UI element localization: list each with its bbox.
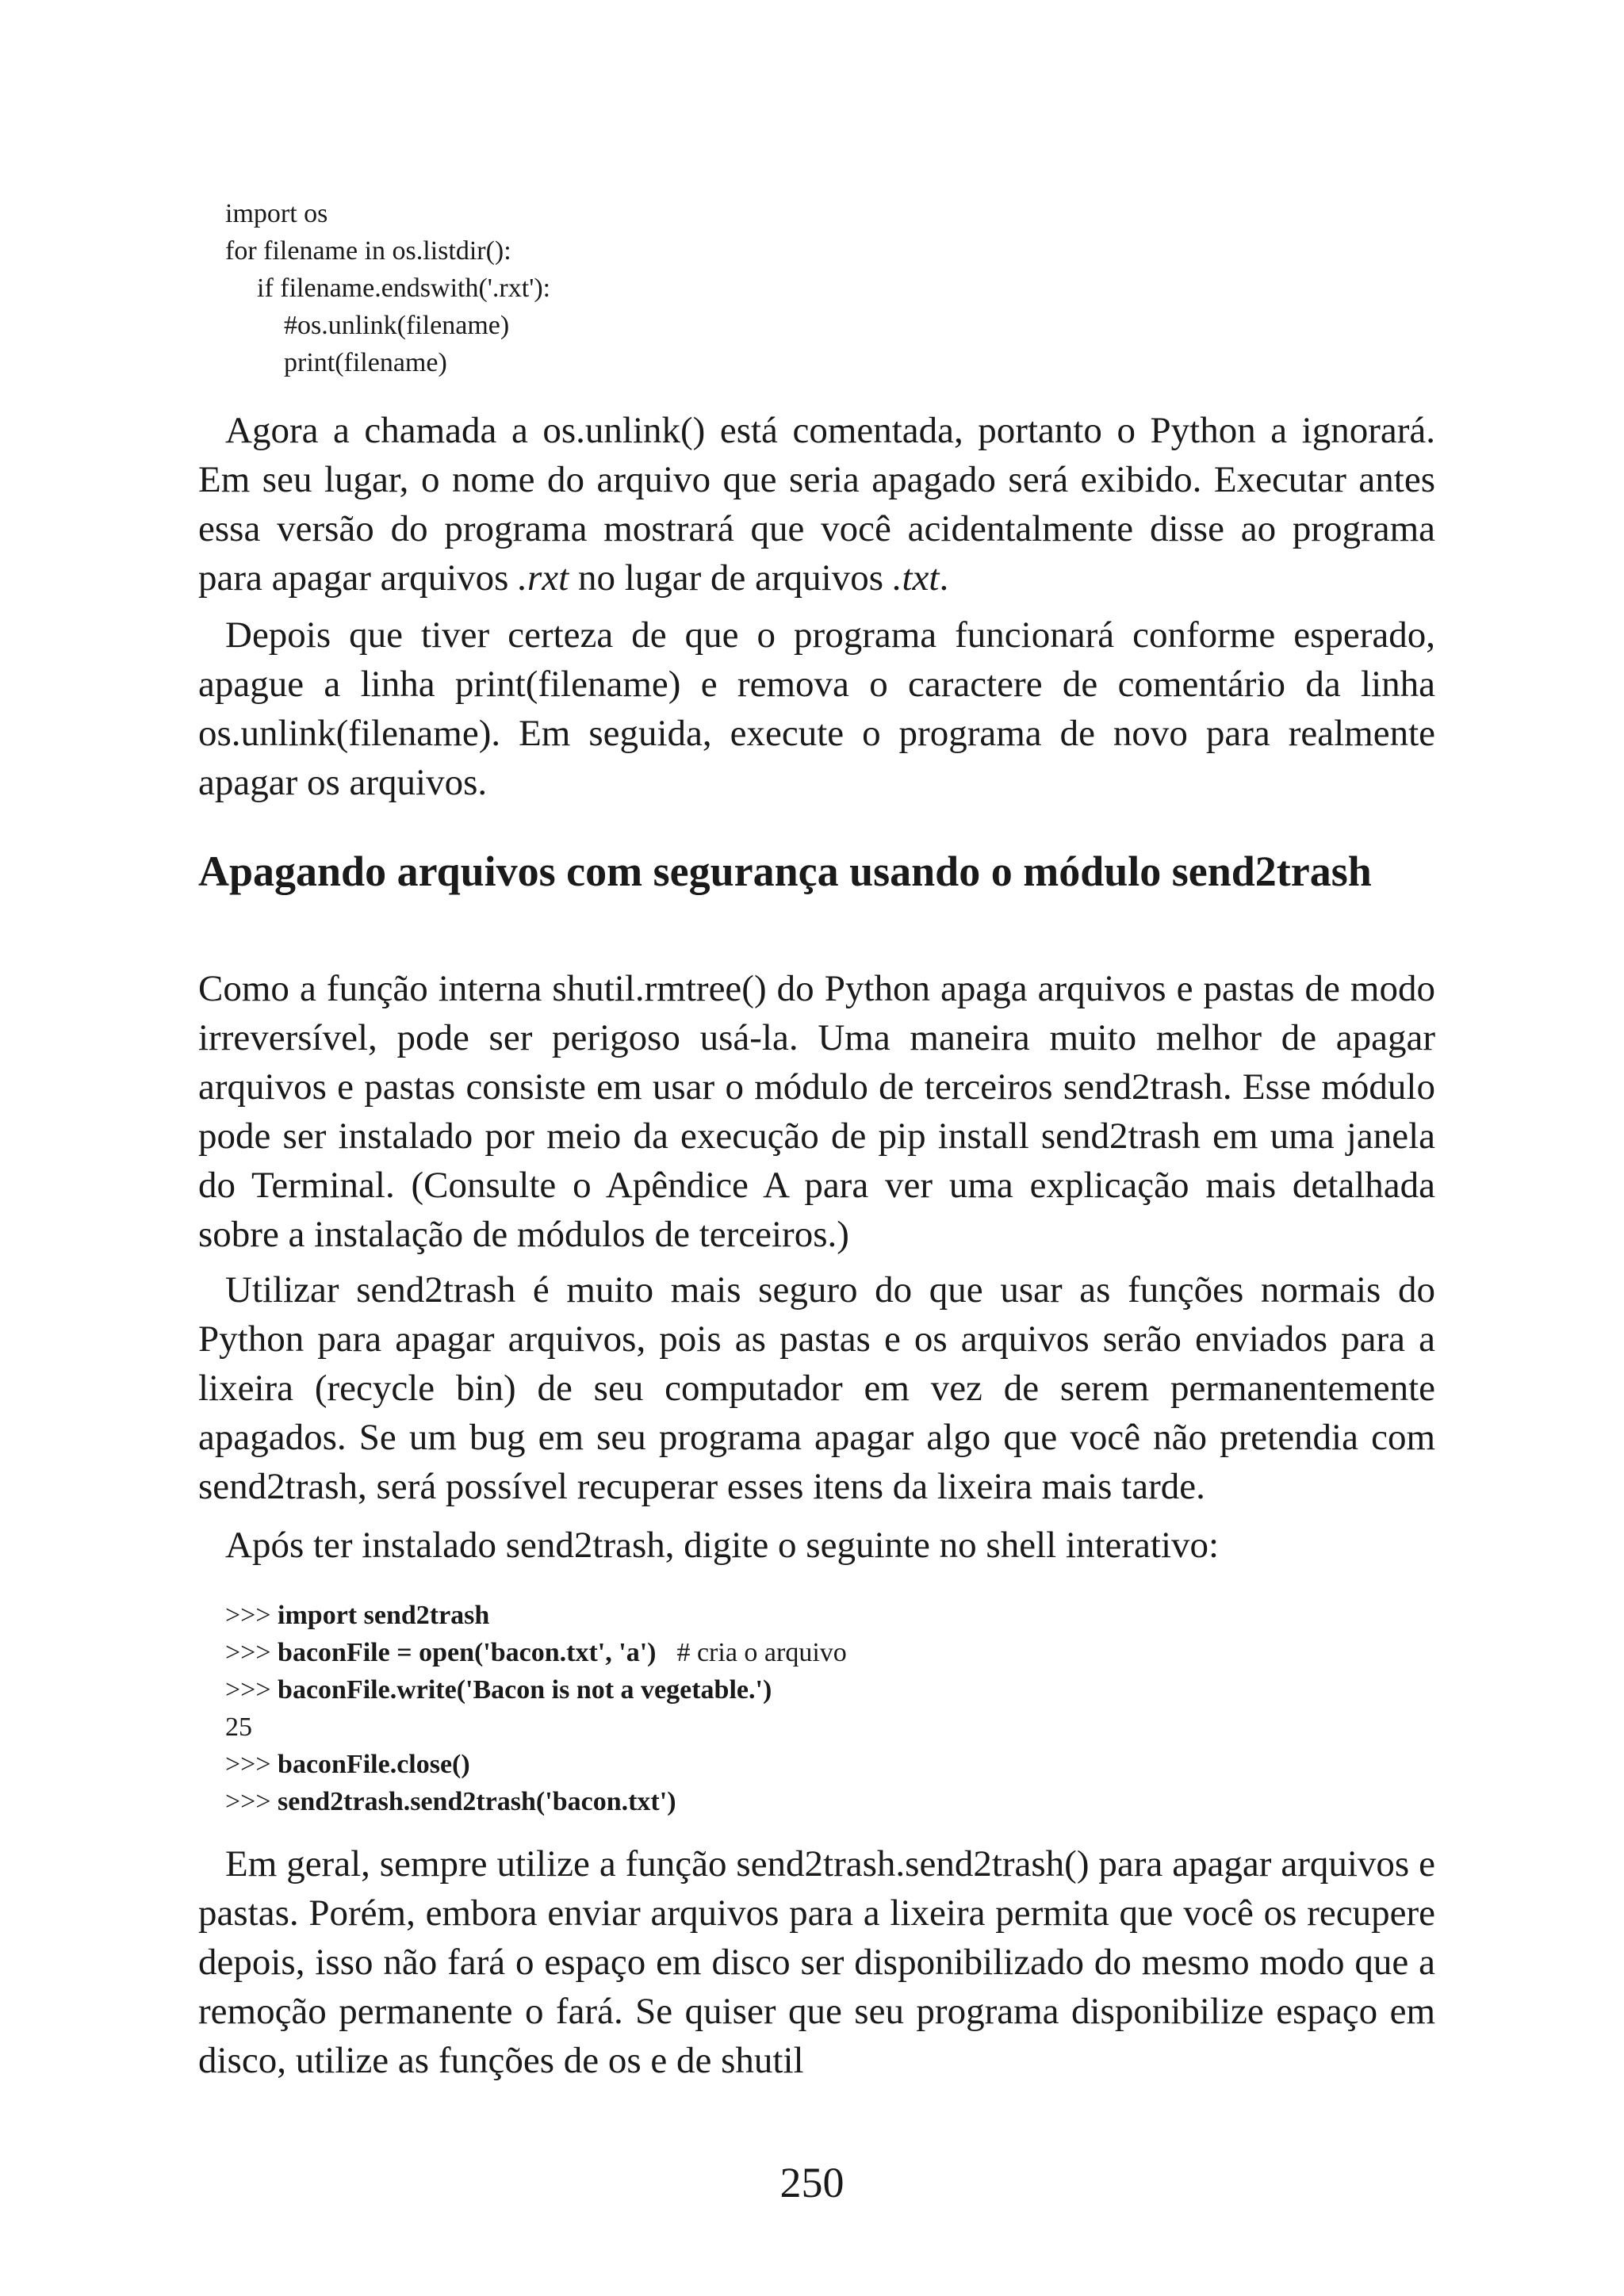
- paragraph-commented-unlink: Agora a chamada a os.unlink() está comentada, portanto o Python a ignorará. Em seu lugar, o nome do arquivo que seria apagado será exibido. Executar antes essa versão do programa mostrará que você acidentalmente disse ao programa para apagar arquivos .rxt no lugar de arquivos .txt.: [198, 410, 1435, 599]
- code-line: if filename.endswith('.rxt'):: [257, 274, 551, 303]
- paragraph-install-shell: Após ter instalado send2trash, digite o seguinte no shell interativo:: [225, 1525, 1220, 1566]
- paragraph-shutil-rmtree: Como a função interna shutil.rmtree() do Python apaga arquivos e pastas de modo irreversível, pode ser perigoso usá-la. Uma maneira muito melhor de apagar arquivos e pastas consiste em usar o módulo de terceiros send2trash. Esse módulo pode ser instalado por meio da execução de pip install send2trash em uma janela do Terminal. (Consulte o Apêndice A para ver uma explicação mais detalhada sobre a instalação de módulos de terceiros.): [198, 968, 1435, 1255]
- code-line: >>> baconFile.write('Bacon is not a vegetable.'): [225, 1675, 772, 1705]
- code-block-send2trash: [198, 1597, 847, 1820]
- section-heading: Apagando arquivos com segurança usando o módulo send2trash: [198, 848, 1372, 895]
- paragraph-send2trash-safer: Utilizar send2trash é muito mais seguro do que usar as funções normais do Python para apagar arquivos, pois as pastas e os arquivos serão enviados para a lixeira (recycle bin) de seu computador em vez de serem permanentemente apagados. Se um bug em seu programa apagar algo que você não pretendia com send2trash, será possível recuperar esses itens da lixeira mais tarde.: [198, 1269, 1435, 1507]
- code-block-delete-files: [198, 195, 550, 381]
- code-line: import os: [225, 199, 328, 228]
- page-number: 250: [779, 2159, 845, 2206]
- paragraph-general-usage: Em geral, sempre utilize a função send2trash.send2trash() para apagar arquivos e pastas. Porém, embora enviar arquivos para a lixeira permita que você os recupere depois, isso não fará o espaço em disco ser disponibilizado do mesmo modo que a remoção permanente o fará. Se quiser que seu programa disponibilize espaço em disco, utilize as funções de os e de shutil: [198, 1843, 1435, 2081]
- paragraph-remove-comment: Depois que tiver certeza de que o programa funcionará conforme esperado, apague a linha print(filename) e remova o caractere de comentário da linha os.unlink(filename). Em seguida, execute o programa de novo para realmente apagar os arquivos.: [198, 614, 1435, 803]
- code-line: print(filename): [284, 348, 447, 377]
- code-line: >>> send2trash.send2trash('bacon.txt'): [225, 1787, 676, 1816]
- code-line: >>> import send2trash: [225, 1601, 490, 1630]
- code-line: for filename in os.listdir():: [225, 236, 511, 266]
- code-line: #os.unlink(filename): [284, 311, 510, 340]
- code-output: 25: [225, 1712, 252, 1742]
- code-line: >>> baconFile.close(): [225, 1750, 470, 1779]
- code-line: >>> baconFile = open('bacon.txt', 'a') # cria o arquivo: [225, 1638, 847, 1667]
